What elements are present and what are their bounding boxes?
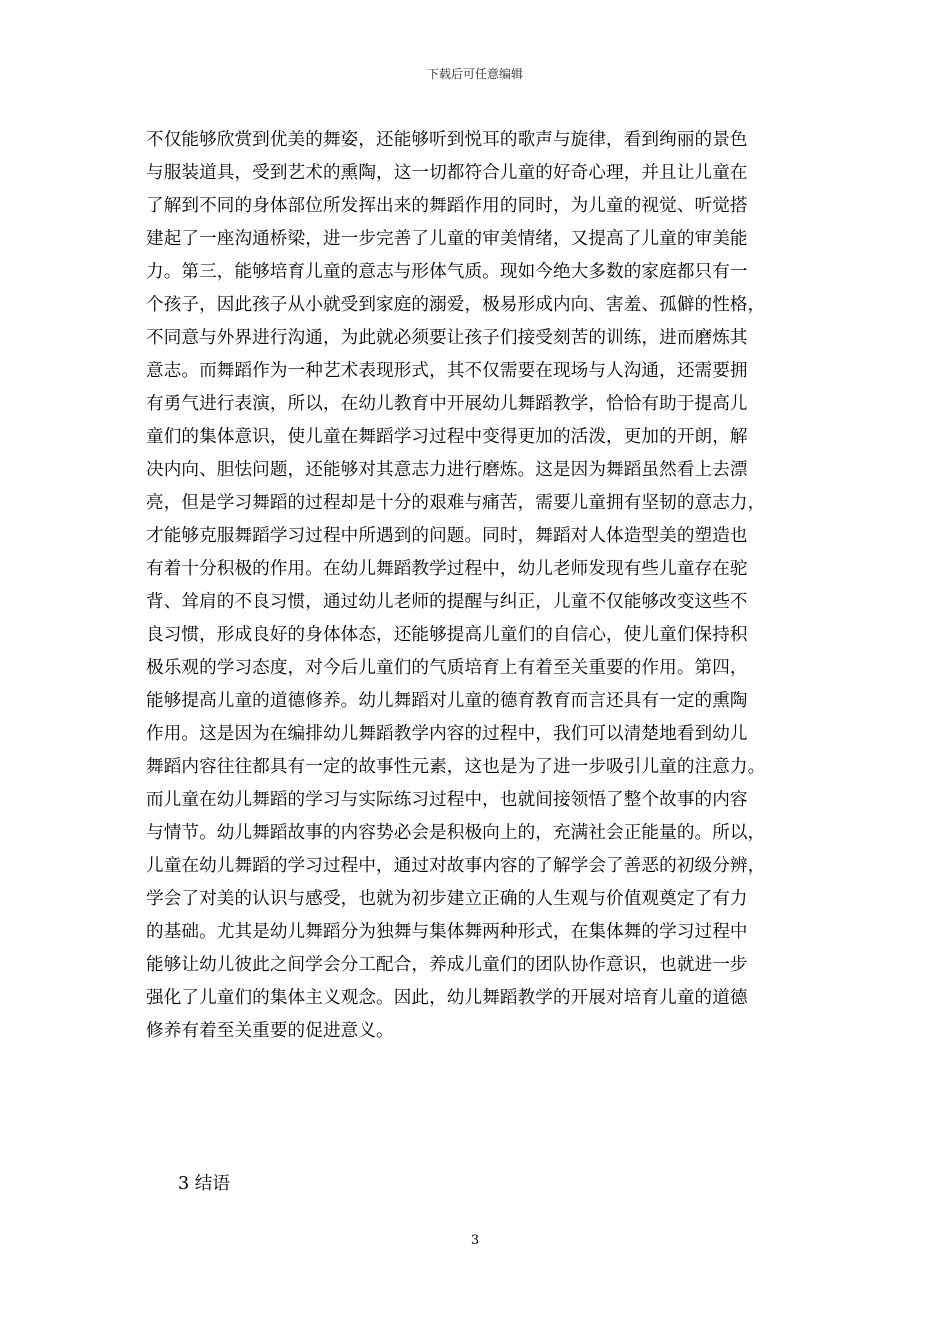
text-line: 意志。而舞蹈作为一种艺术表现形式，其不仅需要在现场与人沟通，还需要拥 [146, 361, 748, 381]
text-line: 的基础。尤其是幼儿舞蹈分为独舞与集体舞两种形式，在集体舞的学习过程中 [146, 922, 748, 942]
text-line: 良习惯，形成良好的身体体态，还能够提高儿童们的自信心，使儿童们保持积 [146, 625, 748, 645]
text-line: 有着十分积极的作用。在幼儿舞蹈教学过程中，幼儿老师发现有些儿童存在驼 [146, 559, 748, 579]
text-line: 个孩子，因此孩子从小就受到家庭的溺爱，极易形成内向、害羞、孤僻的性格， [146, 295, 766, 315]
text-line: 能够让幼儿彼此之间学会分工配合，养成儿童们的团队协作意识，也就进一步 [146, 955, 748, 975]
text-line: 不同意与外界进行沟通，为此就必须要让孩子们接受刻苦的训练，进而磨炼其 [146, 328, 748, 348]
page-number: 3 [470, 1233, 480, 1248]
text-line: 童们的集体意识，使儿童在舞蹈学习过程中变得更加的活泼，更加的开朗，解 [146, 427, 748, 447]
text-line: 了解到不同的身体部位所发挥出来的舞蹈作用的同时，为儿童的视觉、听觉搭 [146, 196, 748, 216]
text-line: 能够提高儿童的道德修养。幼儿舞蹈对儿童的德育教育而言还具有一定的熏陶 [146, 691, 748, 711]
text-line: 背、耸肩的不良习惯，通过幼儿老师的提醒与纠正，儿童不仅能够改变这些不 [146, 592, 748, 612]
text-line: 而儿童在幼儿舞蹈的学习与实际练习过程中，也就间接领悟了整个故事的内容 [146, 790, 748, 810]
text-line: 不仅能够欣赏到优美的舞姿，还能够听到悦耳的歌声与旋律，看到绚丽的景色 [146, 130, 748, 150]
text-line: 强化了儿童们的集体主义观念。因此，幼儿舞蹈教学的开展对培育儿童的道德 [146, 988, 748, 1008]
text-line: 舞蹈内容往往都具有一定的故事性元素，这也是为了进一步吸引儿童的注意力。 [146, 757, 766, 777]
text-line: 有勇气进行表演，所以，在幼儿教育中开展幼儿舞蹈教学，恰恰有助于提高儿 [146, 394, 748, 414]
text-line: 极乐观的学习态度，对今后儿童们的气质培育上有着至关重要的作用。第四， [146, 658, 748, 678]
page-header: 下载后可任意编辑 [426, 67, 523, 81]
text-line: 儿童在幼儿舞蹈的学习过程中，通过对故事内容的了解学会了善恶的初级分辨， [146, 856, 766, 876]
text-line: 与服装道具，受到艺术的熏陶，这一切都符合儿童的好奇心理，并且让儿童在 [146, 163, 748, 183]
text-line: 决内向、胆怯问题，还能够对其意志力进行磨炼。这是因为舞蹈虽然看上去漂 [146, 460, 748, 480]
text-line: 与情节。幼儿舞蹈故事的内容势必会是积极向上的，充满社会正能量的。所以， [146, 823, 766, 843]
text-line: 力。第三，能够培育儿童的意志与形体气质。现如今绝大多数的家庭都只有一 [146, 262, 748, 282]
text-line: 才能够克服舞蹈学习过程中所遇到的问题。同时，舞蹈对人体造型美的塑造也 [146, 526, 748, 546]
text-line: 亮，但是学习舞蹈的过程却是十分的艰难与痛苦，需要儿童拥有坚韧的意志力， [146, 493, 766, 513]
text-line: 作用。这是因为在编排幼儿舞蹈教学内容的过程中，我们可以清楚地看到幼儿 [146, 724, 748, 744]
body-text [146, 124, 816, 1048]
text-line: 学会了对美的认识与感受，也就为初步建立正确的人生观与价值观奠定了有力 [146, 889, 748, 909]
text-line: 建起了一座沟通桥梁，进一步完善了儿童的审美情绪，又提高了儿童的审美能 [146, 229, 748, 249]
section-heading: 3 结语 [178, 1174, 230, 1194]
text-line: 修养有着至关重要的促进意义。 [146, 1021, 394, 1041]
